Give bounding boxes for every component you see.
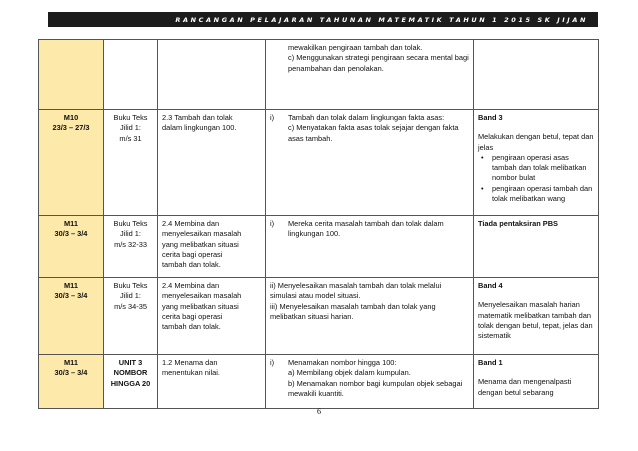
topic-cell bbox=[158, 278, 266, 355]
band-label: Band 4 bbox=[478, 281, 503, 290]
week-date: 23/3 – 27/3 bbox=[52, 123, 90, 133]
week-cell bbox=[39, 216, 104, 278]
resource-line: HINGGA 20 bbox=[110, 378, 151, 388]
assessment-cell bbox=[474, 110, 599, 216]
topic-line: 2.4 Membina dan bbox=[162, 219, 220, 228]
objective-text: Menamakan nombor hingga 100: a) Membilang objek dalam kumpulan. b) Menamakan nombor bagi kumpulan objek sebagai mewakili kuantiti. bbox=[288, 358, 463, 398]
criteria-list bbox=[478, 153, 594, 204]
assessment-cell bbox=[474, 216, 599, 278]
topic-line: yang melibatkan situasi bbox=[162, 301, 239, 311]
topic-line: yang melibatkan situasi bbox=[162, 239, 239, 249]
topic-line: menyelesaikan masalah bbox=[162, 229, 242, 239]
lesson-plan-table bbox=[38, 39, 599, 409]
week-cell bbox=[39, 40, 104, 110]
objective-item bbox=[270, 43, 469, 53]
objectives-cell bbox=[266, 355, 474, 409]
topic-line: menentukan nilai. bbox=[162, 368, 220, 378]
week-label: M11 bbox=[64, 219, 78, 228]
objective-item bbox=[270, 53, 469, 74]
week-label: M11 bbox=[64, 281, 78, 290]
week-date: 30/3 – 3/4 bbox=[54, 229, 88, 239]
objectives-cell bbox=[266, 278, 474, 355]
resource-line: Jilid 1: bbox=[120, 123, 141, 133]
band-label: Band 1 bbox=[478, 358, 503, 367]
topic-line: dalam lingkungan 100. bbox=[162, 123, 237, 133]
resource-cell bbox=[104, 110, 158, 216]
topic-line: tambah dan tolak. bbox=[162, 322, 221, 332]
objectives-cell bbox=[266, 110, 474, 216]
objective-text: Tambah dan tolak dalam lingkungan fakta asas: c) Menyatakan fakta asas tolak sejajar dengan fakta asas tambah. bbox=[288, 113, 459, 143]
resource-line: Jilid 1: bbox=[120, 229, 141, 239]
band-label: Tiada pentaksiran PBS bbox=[478, 219, 558, 228]
week-label: M11 bbox=[64, 358, 78, 367]
topic-cell bbox=[158, 110, 266, 216]
criteria-item: • pengiraan operasi asas tambah dan tolak melibatkan nombor bulat bbox=[492, 153, 594, 184]
topic-line: menyelesaikan masalah bbox=[162, 291, 242, 301]
objective-item bbox=[270, 358, 469, 399]
band-description: Menama dan mengenalpasti dengan betul sebarang bbox=[478, 377, 572, 397]
resource-cell bbox=[104, 355, 158, 409]
objective-text: mewakilkan pengiraan tambah dan tolak. bbox=[288, 43, 423, 52]
topic-cell bbox=[158, 40, 266, 110]
week-date: 30/3 – 3/4 bbox=[54, 291, 88, 301]
topic-line: 1.2 Menama dan bbox=[162, 358, 218, 367]
topic-line: cerita bagi operasi bbox=[162, 311, 223, 321]
objective-number: i) bbox=[270, 113, 275, 122]
objective-item bbox=[270, 281, 469, 322]
objective-item bbox=[270, 113, 469, 144]
table-row bbox=[39, 278, 599, 355]
topic-line: 2.3 Tambah dan tolak bbox=[162, 113, 233, 122]
topic-cell bbox=[158, 216, 266, 278]
week-cell bbox=[39, 110, 104, 216]
assessment-cell bbox=[474, 40, 599, 110]
objective-item bbox=[270, 219, 469, 240]
page-number: 6 bbox=[317, 407, 321, 416]
resource-cell bbox=[104, 216, 158, 278]
resource-line: Buku Teks bbox=[113, 281, 148, 290]
resource-line: Buku Teks bbox=[113, 219, 148, 228]
resource-line: UNIT 3 bbox=[118, 358, 143, 367]
assessment-cell bbox=[474, 278, 599, 355]
resource-line: NOMBOR bbox=[113, 368, 148, 378]
table-row bbox=[39, 216, 599, 278]
resource-line: m/s 31 bbox=[119, 133, 142, 143]
table-row bbox=[39, 355, 599, 409]
week-label: M10 bbox=[63, 113, 79, 122]
band-label: Band 3 bbox=[478, 113, 503, 122]
topic-cell bbox=[158, 355, 266, 409]
assessment-cell bbox=[474, 355, 599, 409]
resource-line: Jilid 1: bbox=[120, 291, 141, 301]
header-bar bbox=[48, 12, 598, 27]
week-cell bbox=[39, 278, 104, 355]
week-cell bbox=[39, 355, 104, 409]
resource-line: m/s 34-35 bbox=[114, 301, 147, 311]
band-description: Menyelesaikan masalah harian matematik melibatkan tambah dan tolak dengan betul, tepat, jelas dan sistematik bbox=[478, 300, 593, 341]
resource-cell bbox=[104, 278, 158, 355]
objective-number: i) bbox=[270, 219, 275, 228]
objectives-cell bbox=[266, 40, 474, 110]
topic-line: 2.4 Membina dan bbox=[162, 281, 220, 290]
topic-line: tambah dan tolak. bbox=[162, 260, 221, 270]
table-row bbox=[39, 110, 599, 216]
objective-text: c) Menggunakan strategi pengiraan secara mental bagi penambahan dan penolakan. bbox=[288, 53, 469, 73]
table-row bbox=[39, 40, 599, 110]
resource-cell bbox=[104, 40, 158, 110]
resource-line: Buku Teks bbox=[113, 113, 148, 122]
band-description: Melakukan dengan betul, tepat dan jelas bbox=[478, 132, 594, 152]
objective-text: ii) Menyelesaikan masalah tambah dan tolak melalui simulasi atau model situasi. iii) Menyelesaikan masalah tambah dan tolak yang melibatkan situasi harian. bbox=[270, 281, 442, 321]
objective-number: i) bbox=[270, 358, 275, 367]
objective-text: Mereka cerita masalah tambah dan tolak dalam lingkungan 100. bbox=[288, 219, 444, 239]
objectives-cell bbox=[266, 216, 474, 278]
header-title: RANCANGAN PELAJARAN TAHUNAN MATEMATIK TAHUN 1 2015 SK JIJAN bbox=[175, 15, 588, 24]
criteria-item: • pengiraan operasi tambah dan tolak melibatkan wang bbox=[492, 184, 594, 205]
topic-line: cerita bagi operasi bbox=[162, 249, 223, 259]
week-date: 30/3 – 3/4 bbox=[54, 368, 88, 378]
resource-line: m/s 32-33 bbox=[114, 239, 147, 249]
